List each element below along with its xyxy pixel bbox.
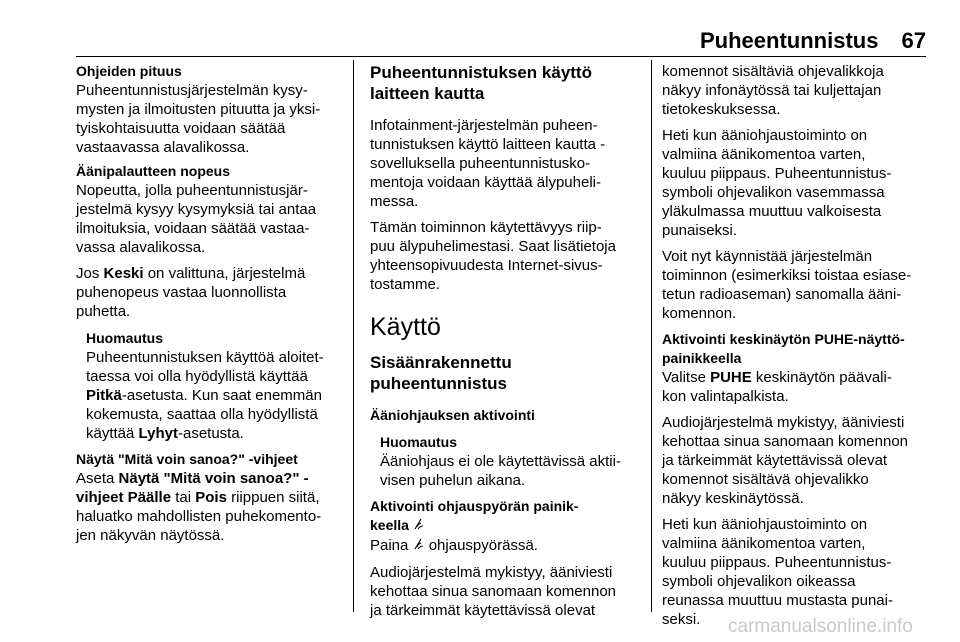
- text-run: käyttää: [86, 425, 139, 442]
- text-line: tostamme.: [370, 276, 441, 293]
- section-title-laitteen-kautta-line2: laitteen kautta: [370, 84, 485, 103]
- note-heading: Huomautus: [86, 330, 163, 346]
- column-divider-1: [353, 60, 354, 612]
- text-line: [86, 424, 348, 443]
- text-line: Ääniohjaus ei ole käytettävissä aktii-: [380, 453, 621, 470]
- column-3: [662, 62, 948, 629]
- text-run: -asetusta.: [177, 425, 244, 442]
- text-line: puhetta.: [76, 303, 131, 320]
- text-run: -asetusta. Kun saat enemmän: [121, 387, 322, 404]
- text-line: Nopeutta, jolla puheentunnistusjär-: [76, 182, 308, 199]
- text-line: messa.: [370, 193, 419, 210]
- keyword-puhe: PUHE: [710, 369, 752, 386]
- text-line: jestelmä kysyy kysymyksiä tai antaa: [76, 201, 317, 218]
- text-run: Jos: [76, 265, 104, 282]
- subheading-ohjauspyora-line2: [370, 516, 646, 536]
- section-title-sisaanrakennettu: Sisäänrakennettu: [370, 353, 512, 372]
- page-header-title: Puheentunnistus: [700, 28, 879, 53]
- subheading-puhe-nayttopainike-line2: painikkeella: [662, 350, 742, 366]
- text-line: kokemusta, saattaa olla hyödyllistä: [86, 406, 318, 423]
- subheading-puhe-nayttopainike: Aktivointi keskinäytön PUHE-näyttö-: [662, 331, 905, 347]
- text-line: [662, 368, 948, 387]
- section-title-laitteen-kautta: Puheentunnistuksen käyttö: [370, 63, 592, 82]
- text-line: tietokeskuksessa.: [662, 101, 781, 118]
- text-line: puhenopeus vastaa luonnollista: [76, 284, 287, 301]
- note-heading: Huomautus: [380, 434, 457, 450]
- text-run: on valittuna, järjestelmä: [143, 265, 306, 282]
- text-line: [370, 536, 646, 556]
- text-run: Valitse: [662, 369, 711, 386]
- text-line: näkyy keskinäytössä.: [662, 490, 804, 507]
- text-line: mentoja voidaan käyttää älypuheli-: [370, 174, 601, 191]
- text-line: Infotainment-järjestelmän puheen-: [370, 117, 598, 134]
- text-line: kehottaa sinua sanomaan komennon: [662, 433, 909, 450]
- text-line: Audiojärjestelmä mykistyy, ääniviesti: [370, 564, 613, 581]
- text-line: symboli ohjevalikon oikeassa: [662, 573, 856, 590]
- keyword-keski: Keski: [103, 265, 144, 282]
- text-line: visen puhelun aikana.: [380, 472, 526, 489]
- text-line: Puheentunnistusjärjestelmän kysy-: [76, 82, 308, 99]
- keyword-pitka: Pitkä: [86, 387, 122, 404]
- text-line: tunnistuksen käyttö laitteen kautta -: [370, 136, 606, 153]
- text-line: Audiojärjestelmä mykistyy, ääniviesti: [662, 414, 905, 431]
- keyword-pois: Pois: [195, 489, 227, 506]
- subheading-aaniohjauksen-aktivointi: Ääniohjauksen aktivointi: [370, 407, 535, 423]
- chapter-title-kaytto: Käyttö: [370, 313, 441, 341]
- text-line: Tämän toiminnon käytettävyys riip-: [370, 219, 602, 236]
- note-box: [76, 329, 348, 443]
- section-title-sisaanrakennettu-line2: puheentunnistus: [370, 374, 507, 393]
- text-line: tetun radioaseman) sanomalla ääni-: [662, 286, 902, 303]
- text-line: reunassa muuttuu mustasta punai-: [662, 592, 893, 609]
- text-line: [76, 488, 348, 507]
- text-line: kon valintapalkista.: [662, 388, 789, 405]
- section-heading-nayta-vihjeet: Näytä "Mitä voin sanoa?" -vihjeet: [76, 451, 298, 467]
- text-line: valmiina äänikomentoa varten,: [662, 146, 866, 163]
- text-run: Aseta: [76, 470, 119, 487]
- text-line: [86, 386, 348, 405]
- text-line: symboli ohjevalikon vasemmassa: [662, 184, 885, 201]
- text-line: [76, 264, 348, 283]
- text-run: riippuen siitä,: [226, 489, 320, 506]
- text-line: puu älypuhelimestasi. Saat lisätietoja: [370, 238, 616, 255]
- text-line: mysten ja ilmoitusten pituutta ja yksi-: [76, 101, 321, 118]
- text-run: Paina: [370, 537, 413, 554]
- watermark: carmanualsonline.info: [728, 616, 913, 637]
- text-run: ohjauspyörässä.: [424, 537, 538, 554]
- column-divider-2: [651, 60, 652, 612]
- column-2: [370, 62, 646, 620]
- text-line: jen näkyvän näytössä.: [76, 527, 225, 544]
- text-line: komennot sisältäviä ohjevalikkoja: [662, 63, 884, 80]
- page-number: 67: [901, 28, 926, 53]
- text-line: haluatko mahdollisten puhekomento-: [76, 508, 322, 525]
- text-line: näkyy infonäytössä tai kuljettajan: [662, 82, 882, 99]
- text-line: punaiseksi.: [662, 222, 738, 239]
- text-line: valmiina äänikomentoa varten,: [662, 535, 866, 552]
- text-line: Puheentunnistuksen käyttöä aloitet-: [86, 349, 324, 366]
- keyword-nayta: Näytä "Mitä voin sanoa?" -: [118, 470, 309, 487]
- text-line: ja tärkeimmät käytettävissä olevat: [662, 452, 888, 469]
- text-line: vassa alavalikossa.: [76, 239, 206, 256]
- note-box: [370, 433, 646, 490]
- text-line: yläkulmassa muuttuu valkoisesta: [662, 203, 882, 220]
- text-line: ja tärkeimmät käytettävissä olevat: [370, 602, 596, 619]
- text-line: komennon.: [662, 305, 737, 322]
- voice-icon: [413, 517, 425, 536]
- text-run: keskinäytön päävali-: [751, 369, 892, 386]
- keyword-vihjeet-paalle: vihjeet Päälle: [76, 489, 172, 506]
- text-line: vastaavassa alavalikossa.: [76, 139, 250, 156]
- text-line: toiminnon (esimerkiksi toistaa esiase-: [662, 267, 912, 284]
- text-line: taessa voi olla hyödyllistä käyttää: [86, 368, 308, 385]
- text-line: [76, 469, 348, 488]
- voice-icon: [413, 537, 425, 556]
- text-run: tai: [171, 489, 196, 506]
- text-line: kuuluu piippaus. Puheentunnistus-: [662, 554, 892, 571]
- header-rule: [76, 56, 926, 57]
- text-line: kehottaa sinua sanomaan komennon: [370, 583, 617, 600]
- text-line: kuuluu piippaus. Puheentunnistus-: [662, 165, 892, 182]
- text-line: komennot sisältävä ohjevalikko: [662, 471, 869, 488]
- section-heading-aanipalaute: Äänipalautteen nopeus: [76, 163, 231, 179]
- section-heading-ohjeiden-pituus: Ohjeiden pituus: [76, 63, 182, 79]
- text-line: Voit nyt käynnistää järjestelmän: [662, 248, 873, 265]
- subheading-ohjauspyora: Aktivointi ohjauspyörän painik-: [370, 498, 579, 514]
- text-line: seksi.: [662, 611, 701, 628]
- text-line: Heti kun ääniohjaustoiminto on: [662, 516, 868, 533]
- keyword-lyhyt: Lyhyt: [138, 425, 178, 442]
- text-line: Heti kun ääniohjaustoiminto on: [662, 127, 868, 144]
- column-1: [76, 62, 348, 545]
- text-line: ilmoituksia, voidaan säätää vastaa-: [76, 220, 310, 237]
- text-line: yhteensopivuudesta Internet-sivus-: [370, 257, 603, 274]
- text-run: keella: [370, 517, 409, 533]
- text-line: tyiskohtaisuutta voidaan säätää: [76, 120, 286, 137]
- text-line: sovelluksella puheentunnistusko-: [370, 155, 591, 172]
